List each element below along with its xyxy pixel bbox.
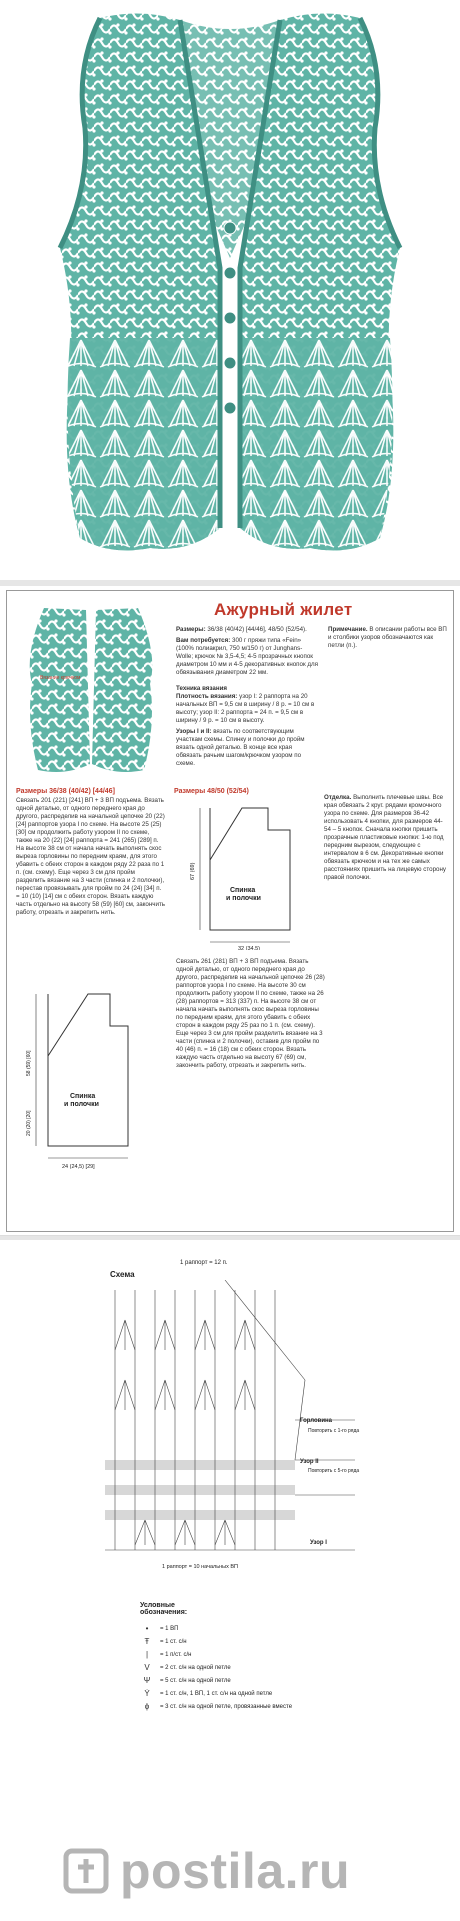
legend-item: [140, 1624, 320, 1633]
legend-item: [140, 1650, 320, 1659]
legend-symbol-icon: Ẏ: [144, 1689, 150, 1698]
size-b-text: Связать 261 (281) ВП + 3 ВП подъема. Вязать одной деталью, от одного переднего края до другого, распределив на начальной цепочке 26 (28) раппортов узора I по схеме. На высоте 30 см продолжить работу узором II по схеме, также на 26 (28) раппортов = 313 (337) п. На высоте 38 см от начала начать выполнять скос выреза горловины по передним краям, для этого убавить с обеих сторон в каждом ряду 25 раз по 1 п. (см. схему). Еще через 3 см для пройм разделить вязание на 3 части (спинка и 2 полочки), оставив для пройм по 40 (46) п. = 16 (18) см с обеих сторон. Вязать каждую часть отдельно на высоту 67 (69) см, закончить работу, отрезать и закрепить нить.: [176, 958, 325, 1069]
legend: [140, 1602, 320, 1715]
thumbnail-caption: Вязание крючком: [40, 675, 81, 681]
materials-value: 300 г пряжи типа «Fein» (100% полиакрил, 750 м/150 г) от Junghans-Wolle; крючок № 3,5-4,5; 4-5 прозрачных кнопок диаметром 10 мм и 4-5 декоративных кнопок для обвязывания диаметром 22 мм.: [176, 637, 318, 676]
svg-text:Спинка: Спинка: [230, 887, 256, 894]
legend-symbol-icon: Ψ: [143, 1676, 151, 1685]
size-b-header-block: [174, 788, 314, 795]
legend-symbol-icon: Ŧ: [144, 1637, 150, 1646]
crochet-chart: [105, 1280, 375, 1570]
legend-text: = 1 ст. с/н: [160, 1638, 187, 1645]
logo-text: postila.ru: [120, 1843, 351, 1899]
sizes-value: 36/38 (40/42) [44/46], 48/50 (52/54).: [207, 626, 307, 633]
legend-item: [140, 1663, 320, 1672]
legend-symbol-icon: •: [145, 1624, 149, 1633]
legend-symbol-icon: V: [144, 1663, 150, 1672]
svg-text:20 (20) [20]: 20 (20) [20]: [26, 1110, 32, 1136]
label-neckline: Горловина: [300, 1418, 333, 1424]
svg-text:Спинка: Спинка: [70, 1093, 96, 1100]
legend-text: = 3 ст. с/н на одной петле, провязанные вместе: [160, 1703, 293, 1710]
gauge-value: узор I: 2 раппорта на 20 начальных ВП = 9,5 см в ширину / 8 р. = 10 см в высоту; узор II: 2 раппорта = 24 п. = 9,5 см в ширину / 9 р. = 10 см в высоту.: [176, 693, 315, 724]
pin-icon: [60, 1845, 112, 1897]
finishing-section: [324, 794, 448, 882]
vest-thumbnail: [16, 604, 166, 779]
legend-item: [140, 1676, 320, 1685]
legend-text: = 2 ст. с/н на одной петле: [160, 1664, 231, 1671]
sizes-label: Размеры:: [176, 626, 206, 633]
schema-b-diagram: [190, 800, 300, 950]
finishing-label: Отделка.: [324, 794, 352, 801]
technique-heading: Техника вязания: [176, 685, 227, 692]
finishing-text: Выполнить плечевые швы. Все края обвязать 2 круг. рядами кромочного узора по схеме. Для размеров 36-42 использовать 4 кнопки, для размеров 44-54 – 5 кнопок. Сначала кнопки пришить прозрачные пластиковые кнопки: 1-ю под передним вырезом, следующие с интервалом в 6 см. Декоративные кнопки обвязать крючком и на тех же самых расстояниях пришить на лицевую сторону правой полочки.: [324, 794, 446, 881]
note-label: Примечание.: [328, 626, 368, 633]
size-b-header: Размеры 48/50 (52/54): [174, 788, 249, 795]
note-value: В описании работы все ВП и столбики узоров обозначаются как петли (п.).: [328, 626, 447, 649]
svg-text:58 (59) [60]: 58 (59) [60]: [26, 1050, 32, 1076]
svg-text:24 (24,5) [29]: 24 (24,5) [29]: [62, 1164, 95, 1170]
svg-text:и полочки: и полочки: [64, 1101, 99, 1108]
chart-page: [0, 1240, 460, 1830]
size-a-section: [16, 788, 166, 917]
legend-text: = 5 ст. с/н на одной петле: [160, 1677, 231, 1684]
legend-item: [140, 1689, 320, 1698]
repeat-bottom-label: 1 раппорт = 10 начальных ВП: [162, 1564, 238, 1570]
legend-item: [140, 1702, 320, 1711]
patterns-label: Узоры I и II:: [176, 728, 212, 735]
legend-item: [140, 1637, 320, 1646]
size-a-header: Размеры 36/38 (40/42) [44/46]: [16, 788, 115, 795]
label-pattern-i: Узор I: [310, 1540, 327, 1546]
svg-text:67 (69): 67 (69): [190, 862, 196, 880]
label-repeat-row-1: Повторить с 1-го ряда: [308, 1428, 360, 1434]
intro-column: [176, 626, 318, 768]
legend-text: = 1 п/ст. с/н: [160, 1651, 192, 1658]
crochet-vest-photo: [30, 8, 430, 573]
size-a-text: Связать 201 (221) [241] ВП + 3 ВП подъема. Вязать одной деталью, от одного переднего края до другого, распределив на начальной цепочке 20 (22) [24] раппортов узора I по схеме. На высоте 25 (25) [30] см продолжить работу узором II по схеме, также на 20 (22) [24] раппорта = 241 (265) [289] п. На высоте 38 см от начала начать выполнять скос выреза горловины по передним краям, для этого убавить с обеих сторон в каждом ряду 22 раза по 1 п. (см. схему). Еще через 3 см для пройм разделить вязание на 3 части (спинка и 2 полочки), перестав провязывать для пройм по 24 (24) [34] п. = 10 (10) [14] см с обеих сторон. Вязать каждую часть отдельно на высоту 58 (59) [60] см, закончить работу, отрезать и закрепить нить.: [16, 797, 166, 916]
patterns-value: вязать по соответствующим участкам схемы. Спинку и полочки до пройм вязать одной деталью. В конце все края обвязать рачьим шагом/крючком узором по схеме.: [176, 728, 305, 767]
postila-logo[interactable]: [60, 1842, 350, 1900]
repeat-top-label: 1 раппорт = 12 п.: [180, 1260, 228, 1266]
label-pattern-ii: Узор II: [300, 1459, 319, 1465]
gauge-label: Плотность вязания:: [176, 693, 238, 700]
materials-label: Вам потребуется:: [176, 637, 231, 644]
legend-title: Условные обозначения:: [140, 1602, 188, 1616]
legend-symbol-icon: ϕ: [144, 1702, 150, 1711]
chart-title: Схема: [110, 1270, 135, 1279]
legend-text: = 1 ст. с/н, 1 ВП, 1 ст. с/н на одной петле: [160, 1690, 273, 1697]
pattern-title: Ажурный жилет: [214, 600, 353, 619]
pattern-page: [0, 586, 460, 1236]
vest-photo-panel: [0, 0, 460, 580]
legend-symbol-icon: |: [145, 1650, 149, 1659]
svg-text:и полочки: и полочки: [226, 895, 261, 902]
schema-a-diagram: [18, 986, 138, 1176]
schema-b-dims: 32 (34,5): [238, 946, 261, 950]
note-column: [328, 626, 448, 650]
label-repeat-row-5: Повторить с 5-го ряда: [308, 1468, 360, 1474]
logo-area: [0, 1830, 460, 1921]
legend-text: = 1 ВП: [160, 1625, 179, 1632]
